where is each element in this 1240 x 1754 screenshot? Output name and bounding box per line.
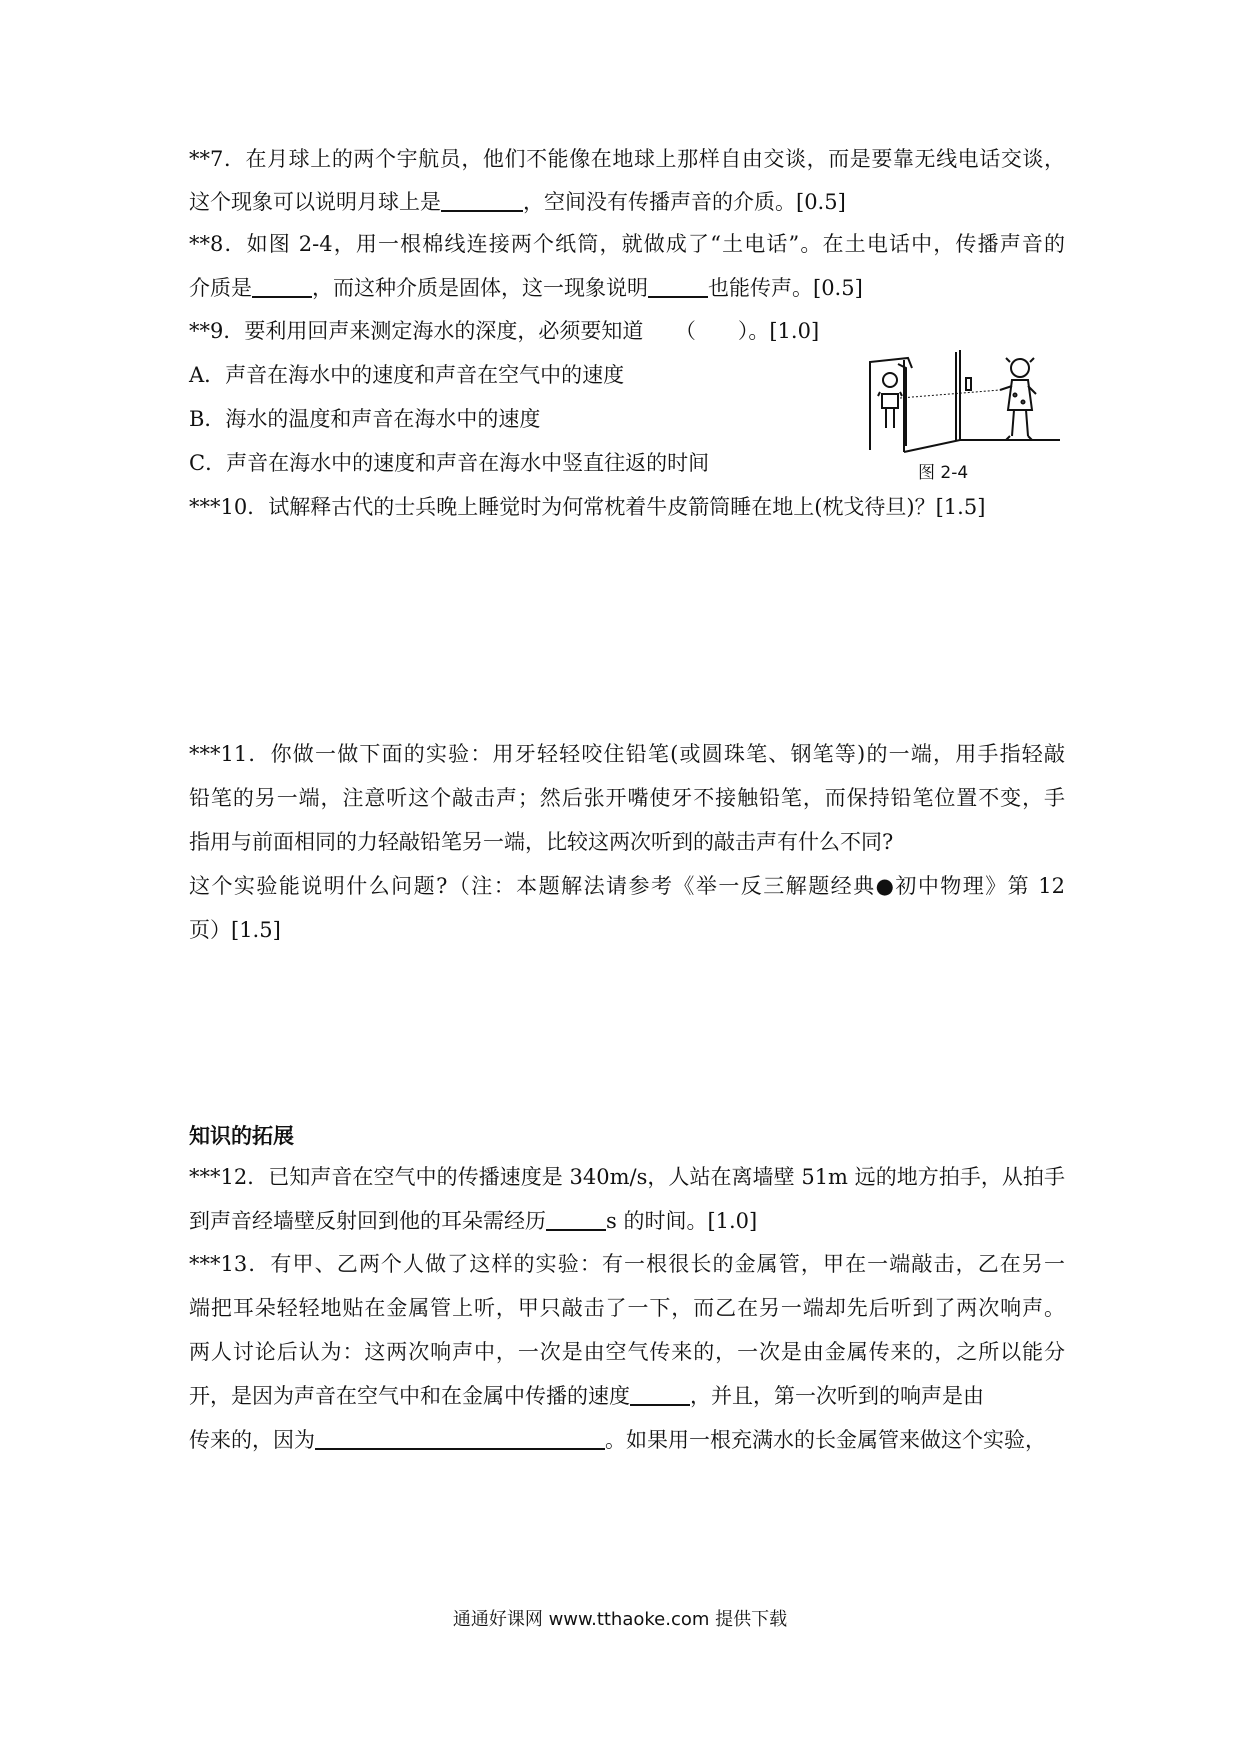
q8-answer-blank-2[interactable] — [648, 274, 708, 298]
q8-text-b: ，而这种介质是固体，这一现象说明 — [312, 276, 648, 300]
string-telephone-figure — [860, 350, 1060, 460]
q11-line-5: 页）[1.5] — [189, 918, 281, 942]
q9-option-c: C．声音在海水中的速度和声音在海水中竖直往返的时间 — [189, 451, 710, 475]
q12-line-1: ***12．已知声音在空气中的传播速度是 340m/s，人站在离墙壁 51m 远的地方拍手，从拍手 — [189, 1165, 1065, 1189]
q9-option-a: A．声音在海水中的速度和声音在空气中的速度 — [189, 363, 625, 387]
q12-text-b: s 的时间。[1.0] — [606, 1209, 758, 1233]
q13-text-a: 开，是因为声音在空气中和在金属中传播的速度 — [189, 1384, 630, 1408]
q9-stem: **9．要利用回声来测定海水的深度，必须要知道 （ ）。[1.0] — [189, 319, 820, 343]
q12-text-a: 到声音经墙壁反射回到他的耳朵需经历 — [189, 1209, 546, 1233]
q13-answer-blank-1[interactable] — [630, 1382, 690, 1406]
q8-text-a: 介质是 — [189, 276, 252, 300]
q7-line-2 — [189, 188, 846, 216]
q9-option-b: B．海水的温度和声音在海水中的速度 — [189, 407, 541, 431]
q13-line-4 — [189, 1382, 984, 1410]
q8-line-2 — [189, 274, 863, 302]
q13-answer-blank-2[interactable] — [315, 1426, 605, 1450]
q7-line-1: **7．在月球上的两个宇航员，他们不能像在地球上那样自由交谈，而是要靠无线电话交谈， — [189, 147, 1065, 171]
q10-line-1: ***10．试解释古代的士兵晚上睡觉时为何常枕着牛皮箭筒睡在地上(枕戈待旦)？[1.5] — [189, 495, 986, 519]
q11-line-2: 铅笔的另一端，注意听这个敲击声；然后张开嘴使牙不接触铅笔，而保持铅笔位置不变，手 — [189, 786, 1065, 810]
q12-line-2 — [189, 1207, 757, 1235]
q7-answer-blank[interactable] — [441, 188, 523, 212]
q13-line-1: ***13．有甲、乙两个人做了这样的实验：有一根很长的金属管，甲在一端敲击，乙在另一 — [189, 1252, 1065, 1276]
q11-line-4: 这个实验能说明什么问题?（注：本题解法请参考《举一反三解题经典●初中物理》第 12 — [189, 874, 1065, 898]
q7-text-b: ，空间没有传播声音的介质。[0.5] — [523, 190, 846, 214]
q13-text-b: ，并且，第一次听到的响声是由 — [690, 1384, 984, 1408]
q13-text-d: 。如果用一根充满水的长金属管来做这个实验， — [605, 1428, 1046, 1452]
q8-answer-blank-1[interactable] — [252, 274, 312, 298]
q13-line-2: 端把耳朵轻轻地贴在金属管上听，甲只敲击了一下，而乙在另一端却先后听到了两次响声。 — [189, 1296, 1065, 1320]
q8-line-1: **8．如图 2-4，用一根棉线连接两个纸筒，就做成了“土电话”。在土电话中，传播声音的 — [189, 232, 1065, 256]
section-heading: 知识的拓展 — [189, 1124, 294, 1148]
figure-caption: 图 2-4 — [918, 463, 969, 483]
q7-text-a: 这个现象可以说明月球上是 — [189, 190, 441, 214]
q8-text-c: 也能传声。[0.5] — [708, 276, 863, 300]
q11-line-1: ***11．你做一做下面的实验：用牙轻轻咬住铅笔(或圆珠笔、钢笔等)的一端，用手指轻敲 — [189, 742, 1065, 766]
q11-line-3: 指用与前面相同的力轻敲铅笔另一端，比较这两次听到的敲击声有什么不同? — [189, 830, 894, 854]
q13-line-3: 两人讨论后认为：这两次响声中，一次是由空气传来的，一次是由金属传来的，之所以能分 — [189, 1340, 1065, 1364]
q12-answer-blank[interactable] — [546, 1207, 606, 1231]
q13-text-c: 传来的，因为 — [189, 1428, 315, 1452]
q13-line-5 — [189, 1426, 1046, 1454]
page-footer: 通通好课网 www.tthaoke.com 提供下载 — [452, 1609, 788, 1630]
